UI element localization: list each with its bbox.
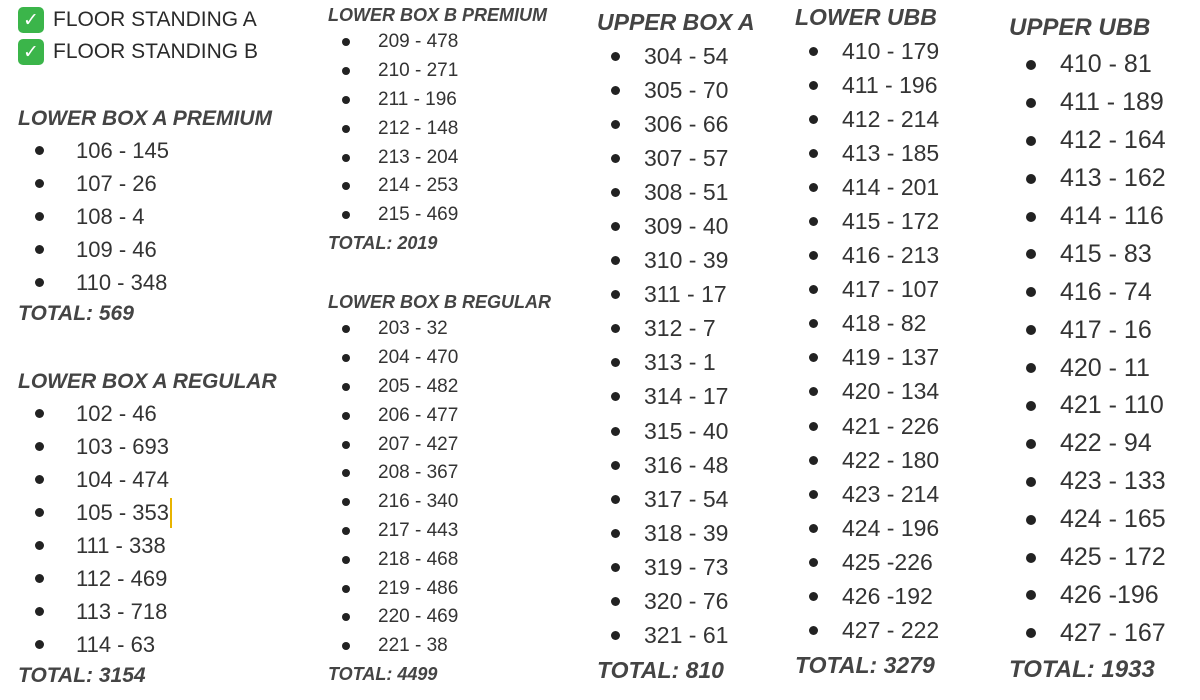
section-lower-box-b-premium [328, 2, 588, 256]
section-heading: LOWER UBB [795, 4, 937, 30]
list-item [328, 344, 588, 373]
list-item [1009, 576, 1194, 614]
list-item-text[interactable]: 313 - 1 [644, 349, 716, 376]
list-item-text[interactable]: 203 - 32 [378, 318, 448, 340]
bullet-icon [611, 358, 620, 367]
list-item [18, 595, 308, 628]
list-item [328, 517, 588, 546]
list-item [1009, 198, 1194, 236]
list-item [597, 39, 787, 73]
list-item-text[interactable]: 422 - 180 [842, 446, 940, 473]
bullet-icon [809, 149, 818, 158]
bullet-icon [342, 469, 350, 477]
bullet-icon [611, 154, 620, 163]
section-total: TOTAL: 569 [18, 302, 134, 325]
list-item-text[interactable]: 103 - 693 [76, 433, 169, 459]
section-upper-box-a [597, 5, 787, 687]
list-item [795, 34, 995, 68]
list-item-text[interactable]: 304 - 54 [644, 42, 729, 69]
list-item [18, 628, 308, 661]
list-item-text[interactable]: 209 - 478 [378, 31, 459, 53]
list-item [597, 414, 787, 448]
list-item [597, 312, 787, 346]
bullet-icon [1026, 439, 1036, 449]
list-item-text[interactable]: 218 - 468 [378, 548, 459, 570]
list-item [328, 632, 588, 661]
bullet-icon [611, 324, 620, 333]
bullet-icon [809, 626, 818, 635]
list-item-text[interactable]: 216 - 340 [378, 491, 459, 513]
bullet-icon [809, 217, 818, 226]
bullet-icon [35, 475, 44, 484]
list-item-text[interactable]: 317 - 54 [644, 485, 729, 512]
list-item-text[interactable]: 420 - 134 [842, 378, 940, 405]
list-item [328, 603, 588, 632]
section-upper-ubb [1009, 10, 1194, 688]
bullet-icon [1026, 325, 1036, 335]
section-heading: UPPER BOX A [597, 9, 755, 35]
list-item-text[interactable]: 426 -192 [842, 583, 933, 610]
list-item [597, 107, 787, 141]
list-item-text[interactable]: 410 - 179 [842, 37, 940, 64]
section-lower-box-a-premium [18, 104, 308, 329]
list-item [795, 204, 995, 238]
list-item-text[interactable]: 427 - 167 [1060, 618, 1166, 647]
bullet-icon [611, 461, 620, 470]
section-total: TOTAL: 2019 [328, 232, 438, 253]
list-item [795, 273, 995, 307]
bullet-icon [35, 179, 44, 188]
bullet-icon [809, 319, 818, 328]
check-mark-icon: ✓ [18, 39, 44, 65]
bullet-icon [809, 387, 818, 396]
list-item-text[interactable]: 424 - 165 [1060, 505, 1166, 534]
seat-list [18, 134, 308, 299]
bullet-icon [342, 613, 350, 621]
list-item-text[interactable]: 418 - 82 [842, 310, 927, 337]
bullet-icon [1026, 174, 1036, 184]
seat-list [328, 28, 588, 230]
seat-list [795, 34, 995, 648]
list-item [328, 574, 588, 603]
text-cursor-icon [170, 498, 172, 528]
list-item [328, 57, 588, 86]
bullet-icon [809, 81, 818, 90]
bullet-icon [809, 251, 818, 260]
bullet-icon [611, 188, 620, 197]
bullet-icon [35, 541, 44, 550]
bullet-icon [611, 222, 620, 231]
list-item [328, 401, 588, 430]
bullet-icon [35, 442, 44, 451]
list-item-text[interactable]: 321 - 61 [644, 622, 729, 649]
list-item [597, 209, 787, 243]
list-item [328, 86, 588, 115]
list-item-text[interactable]: 319 - 73 [644, 553, 729, 580]
list-item [1009, 311, 1194, 349]
list-item-text[interactable]: 112 - 469 [76, 565, 168, 591]
list-item-text[interactable]: 207 - 427 [378, 433, 459, 455]
section-total: TOTAL: 3279 [795, 651, 935, 678]
list-item [597, 585, 787, 619]
list-item-text[interactable]: 220 - 469 [378, 606, 459, 628]
bullet-icon [342, 125, 350, 133]
floor-item-label: FLOOR STANDING A [53, 8, 257, 31]
list-item-text[interactable]: 314 - 17 [644, 383, 729, 410]
list-item-text[interactable]: 423 - 133 [1060, 467, 1166, 496]
bullet-icon [809, 115, 818, 124]
bullet-icon [1026, 212, 1036, 222]
bullet-icon [35, 574, 44, 583]
list-item [18, 397, 308, 430]
bullet-icon [342, 527, 350, 535]
section-total: TOTAL: 3154 [18, 664, 146, 687]
list-item [1009, 235, 1194, 273]
list-item [328, 114, 588, 143]
bullet-icon [809, 456, 818, 465]
list-item-text[interactable]: 221 - 38 [378, 635, 448, 657]
list-item-text[interactable]: 206 - 477 [378, 404, 459, 426]
list-item [597, 516, 787, 550]
bullet-icon [342, 498, 350, 506]
bullet-icon [809, 524, 818, 533]
list-item-text[interactable]: 211 - 196 [378, 88, 457, 110]
bullet-icon [1026, 628, 1036, 638]
list-item-text[interactable]: 213 - 204 [378, 146, 459, 168]
list-item [1009, 614, 1194, 652]
list-item [18, 496, 308, 529]
bullet-icon [809, 353, 818, 362]
bullet-icon [611, 529, 620, 538]
list-item [795, 614, 995, 648]
bullet-icon [342, 325, 350, 333]
list-item [1009, 273, 1194, 311]
bullet-icon [611, 256, 620, 265]
list-item-text[interactable]: 415 - 172 [842, 208, 940, 235]
list-item [328, 488, 588, 517]
list-item [597, 346, 787, 380]
list-item [18, 167, 308, 200]
list-item-text[interactable]: 316 - 48 [644, 451, 729, 478]
list-item [795, 477, 995, 511]
list-item-text[interactable]: 416 - 74 [1060, 277, 1152, 306]
bullet-icon [809, 285, 818, 294]
list-item [328, 28, 588, 57]
list-item-text[interactable]: 411 - 196 [842, 71, 938, 98]
bullet-icon [342, 441, 350, 449]
list-item-text[interactable]: 412 - 214 [842, 105, 940, 132]
list-item [597, 244, 787, 278]
section-total: TOTAL: 4499 [328, 663, 438, 684]
list-item-text[interactable]: 427 - 222 [842, 617, 940, 644]
list-item-text[interactable]: 421 - 226 [842, 412, 940, 439]
bullet-icon [809, 592, 818, 601]
bullet-icon [342, 96, 350, 104]
list-item-text[interactable]: 312 - 7 [644, 315, 716, 342]
list-item [795, 409, 995, 443]
floor-standing-list [18, 4, 298, 68]
list-item-text[interactable]: 320 - 76 [644, 588, 729, 615]
list-item-text[interactable]: 425 -226 [842, 548, 933, 575]
list-item [1009, 425, 1194, 463]
list-item [597, 550, 787, 584]
list-item [597, 619, 787, 653]
seat-list [1009, 46, 1194, 652]
list-item [328, 315, 588, 344]
list-item-text[interactable]: 104 - 474 [76, 466, 169, 492]
list-item [1009, 84, 1194, 122]
list-item [597, 448, 787, 482]
section-heading: LOWER BOX B REGULAR [328, 292, 551, 312]
list-item-text[interactable]: 210 - 271 [378, 60, 459, 82]
list-item [795, 545, 995, 579]
list-item-text[interactable]: 411 - 189 [1060, 88, 1164, 117]
list-item-text[interactable]: 315 - 40 [644, 417, 729, 444]
bullet-icon [342, 585, 350, 593]
bullet-icon [809, 422, 818, 431]
bullet-icon [611, 120, 620, 129]
list-item [18, 463, 308, 496]
bullet-icon [342, 383, 350, 391]
list-item-text[interactable]: 426 -196 [1060, 580, 1159, 609]
list-item [1009, 539, 1194, 577]
list-item-text[interactable]: 306 - 66 [644, 110, 729, 137]
list-item [597, 482, 787, 516]
list-item-text[interactable]: 217 - 443 [378, 519, 459, 541]
list-item [18, 562, 308, 595]
list-item-text[interactable]: 102 - 46 [76, 400, 157, 426]
list-item [795, 102, 995, 136]
list-item-text[interactable]: 413 - 185 [842, 139, 940, 166]
list-item [1009, 160, 1194, 198]
list-item-text[interactable]: 109 - 46 [76, 236, 157, 262]
bullet-icon [342, 154, 350, 162]
floor-standing-a-item[interactable] [18, 4, 298, 36]
list-item-text[interactable]: 310 - 39 [644, 247, 729, 274]
list-item-text[interactable]: 105 - 353 [76, 499, 169, 525]
list-item-text[interactable]: 215 - 469 [378, 204, 459, 226]
list-item [18, 233, 308, 266]
list-item-text[interactable]: 114 - 63 [76, 631, 156, 657]
list-item-text[interactable]: 420 - 11 [1060, 353, 1150, 382]
bullet-icon [611, 495, 620, 504]
list-item [18, 529, 308, 562]
list-item [597, 278, 787, 312]
list-item-text[interactable]: 106 - 145 [76, 137, 169, 163]
section-total: TOTAL: 810 [597, 656, 724, 683]
floor-item-label: FLOOR STANDING B [53, 40, 258, 63]
list-item [1009, 122, 1194, 160]
bullet-icon [611, 597, 620, 606]
floor-standing-b-item[interactable] [18, 36, 298, 68]
list-item [795, 136, 995, 170]
bullet-icon [35, 146, 44, 155]
list-item-text[interactable]: 416 - 213 [842, 242, 940, 269]
list-item [18, 430, 308, 463]
list-item-text[interactable]: 305 - 70 [644, 76, 729, 103]
bullet-icon [35, 508, 44, 517]
list-item [597, 380, 787, 414]
list-item-text[interactable]: 424 - 196 [842, 514, 940, 541]
list-item-text[interactable]: 417 - 16 [1060, 315, 1152, 344]
list-item-text[interactable]: 212 - 148 [378, 117, 459, 139]
bullet-icon [1026, 249, 1036, 259]
list-item-text[interactable]: 307 - 57 [644, 144, 729, 171]
list-item [328, 459, 588, 488]
list-item-text[interactable]: 204 - 470 [378, 347, 459, 369]
section-heading: LOWER BOX B PREMIUM [328, 5, 547, 25]
list-item-text[interactable]: 417 - 107 [842, 276, 940, 303]
list-item [328, 143, 588, 172]
list-item [795, 239, 995, 273]
list-item [1009, 349, 1194, 387]
bullet-icon [342, 67, 350, 75]
bullet-icon [342, 556, 350, 564]
bullet-icon [342, 38, 350, 46]
seat-list [18, 397, 308, 661]
bullet-icon [1026, 363, 1036, 373]
list-item [328, 201, 588, 230]
list-item-text[interactable]: 311 - 17 [644, 281, 727, 308]
bullet-icon [35, 212, 44, 221]
bullet-icon [35, 607, 44, 616]
check-mark-icon: ✓ [18, 7, 44, 33]
seat-list [328, 315, 588, 661]
list-item [597, 175, 787, 209]
list-item-text[interactable]: 214 - 253 [378, 175, 459, 197]
list-item-text[interactable]: 308 - 51 [644, 178, 729, 205]
list-item-text[interactable]: 423 - 214 [842, 480, 940, 507]
list-item-text[interactable]: 422 - 94 [1060, 429, 1152, 458]
list-item-text[interactable]: 318 - 39 [644, 519, 729, 546]
list-item [795, 580, 995, 614]
bullet-icon [342, 642, 350, 650]
list-item [795, 443, 995, 477]
section-lower-box-a-regular [18, 367, 308, 691]
bullet-icon [1026, 401, 1036, 411]
list-item [795, 511, 995, 545]
bullet-icon [809, 183, 818, 192]
list-item [328, 545, 588, 574]
section-heading: LOWER BOX A PREMIUM [18, 107, 272, 130]
list-item-text[interactable]: 205 - 482 [378, 375, 459, 397]
section-total: TOTAL: 1933 [1009, 656, 1155, 684]
list-item-text[interactable]: 414 - 201 [842, 173, 940, 200]
list-item [795, 341, 995, 375]
section-heading: LOWER BOX A REGULAR [18, 370, 277, 393]
bullet-icon [342, 182, 350, 190]
bullet-icon [1026, 477, 1036, 487]
bullet-icon [342, 354, 350, 362]
bullet-icon [1026, 136, 1036, 146]
list-item-text[interactable]: 111 - 338 [76, 532, 166, 558]
list-item [795, 375, 995, 409]
bullet-icon [35, 245, 44, 254]
bullet-icon [1026, 553, 1036, 563]
list-item-text[interactable]: 108 - 4 [76, 203, 145, 229]
bullet-icon [1026, 98, 1036, 108]
bullet-icon [35, 278, 44, 287]
list-item [328, 172, 588, 201]
bullet-icon [809, 558, 818, 567]
bullet-icon [611, 563, 620, 572]
list-item-text[interactable]: 410 - 81 [1060, 50, 1152, 79]
bullet-icon [611, 631, 620, 640]
list-item [328, 430, 588, 459]
section-lower-ubb [795, 0, 995, 682]
list-item-text[interactable]: 415 - 83 [1060, 239, 1152, 268]
list-item [1009, 501, 1194, 539]
list-item-text[interactable]: 413 - 162 [1060, 164, 1166, 193]
bullet-icon [611, 52, 620, 61]
list-item [597, 141, 787, 175]
bullet-icon [35, 640, 44, 649]
list-item-text[interactable]: 113 - 718 [76, 598, 168, 624]
bullet-icon [611, 86, 620, 95]
list-item [1009, 46, 1194, 84]
bullet-icon [1026, 515, 1036, 525]
section-heading: UPPER UBB [1009, 14, 1151, 41]
list-item [18, 134, 308, 167]
bullet-icon [35, 409, 44, 418]
list-item [597, 73, 787, 107]
list-item-text[interactable]: 412 - 164 [1060, 126, 1166, 155]
bullet-icon [611, 290, 620, 299]
list-item-text[interactable]: 219 - 486 [378, 577, 459, 599]
list-item-text[interactable]: 425 - 172 [1060, 543, 1166, 572]
bullet-icon [342, 412, 350, 420]
bullet-icon [342, 211, 350, 219]
list-item-text[interactable]: 110 - 348 [76, 269, 168, 295]
bullet-icon [1026, 60, 1036, 70]
list-item [1009, 463, 1194, 501]
bullet-icon [1026, 590, 1036, 600]
list-item [18, 266, 308, 299]
list-item [18, 200, 308, 233]
bullet-icon [611, 427, 620, 436]
list-item-text[interactable]: 107 - 26 [76, 170, 157, 196]
section-lower-box-b-regular [328, 289, 588, 687]
bullet-icon [1026, 287, 1036, 297]
list-item [795, 307, 995, 341]
list-item-text[interactable]: 309 - 40 [644, 213, 729, 240]
bullet-icon [611, 392, 620, 401]
list-item [328, 373, 588, 402]
list-item-text[interactable]: 414 - 116 [1060, 202, 1164, 230]
seat-list [597, 39, 787, 653]
list-item [795, 68, 995, 102]
bullet-icon [809, 47, 818, 56]
list-item [795, 170, 995, 204]
list-item-text[interactable]: 421 - 110 [1060, 391, 1164, 420]
list-item-text[interactable]: 419 - 137 [842, 344, 940, 371]
bullet-icon [809, 490, 818, 499]
list-item-text[interactable]: 208 - 367 [378, 462, 459, 484]
list-item [1009, 387, 1194, 425]
